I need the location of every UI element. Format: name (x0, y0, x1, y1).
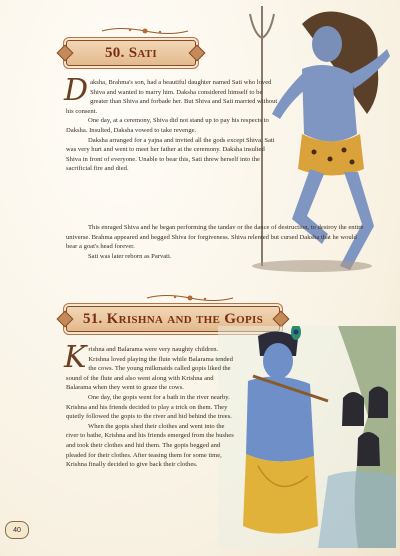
story-krishna (64, 340, 238, 470)
top-ornament (100, 26, 190, 36)
paragraph: This enraged Shiva and he began performing the tandav or the dance of destruction, to destroy the entire universe. Brahma appeared and begged Shiva for forgiveness. Shiva relented but cursed Daksha that he would bear a goat's head forever. (66, 224, 364, 251)
section-title-plaque-sati (66, 40, 196, 66)
paragraph-text: rishna and Balarama were very naughty children. Krishna loved playing the flute while Balarama tended the cows. The young milkmaids called gopis liked the sound of the flute and also went along with Krishna and Balarama when they went to graze the cows. (66, 346, 233, 392)
middle-ornament (145, 293, 235, 303)
page-number: 40 (5, 521, 29, 539)
paragraph: One day, the gopis went for a bath in the river nearby. Krishna and his friends decided to play a trick on them. They quietly followed the gopis to the river and hid behind the trees. (66, 393, 232, 421)
paragraph: One day, at a ceremony, Shiva did not stand up to pay his respects to Daksha. Insulted, Daksha vowed to take revenge. (66, 117, 269, 134)
paragraph: When the gopis shed their clothes and went into the river to bathe, Krishna and his friends emerged from the bushes and took their clothes and hid them. The gopis begged and pleaded for their clothes. After teasing them for some time, Krishna finally decided to give back their clothes. (66, 422, 234, 469)
krishna-gopis-illustration (218, 326, 396, 548)
paragraph: Daksha arranged for a yajna and invited all the gods except Shiva. Sati was very hurt and went to meet her father at the ceremony. Daksha insulted Shiva in front of everyone. Unable to bear this, Sati threw herself into the sacrificial fire and died. (66, 136, 275, 173)
drop-cap: K (64, 340, 87, 375)
section-title: 51. Krishna and the Gopis (82, 310, 264, 327)
section-title: 50. Sati (105, 44, 157, 61)
paragraph (64, 340, 238, 393)
story-sati-wide (66, 223, 366, 261)
story-sati (64, 73, 278, 174)
paragraph (64, 73, 278, 116)
paragraph: Sati was later reborn as Parvati. (88, 252, 172, 260)
drop-cap: D (64, 73, 89, 108)
paragraph-text: aksha, Brahma's son, had a beautiful daughter named Sati who loved Shiva and wanted to marry him. Daksha considered himself to be greater than Shiva and forbade her. But Shiva and Sati married without his consent. (66, 79, 278, 115)
